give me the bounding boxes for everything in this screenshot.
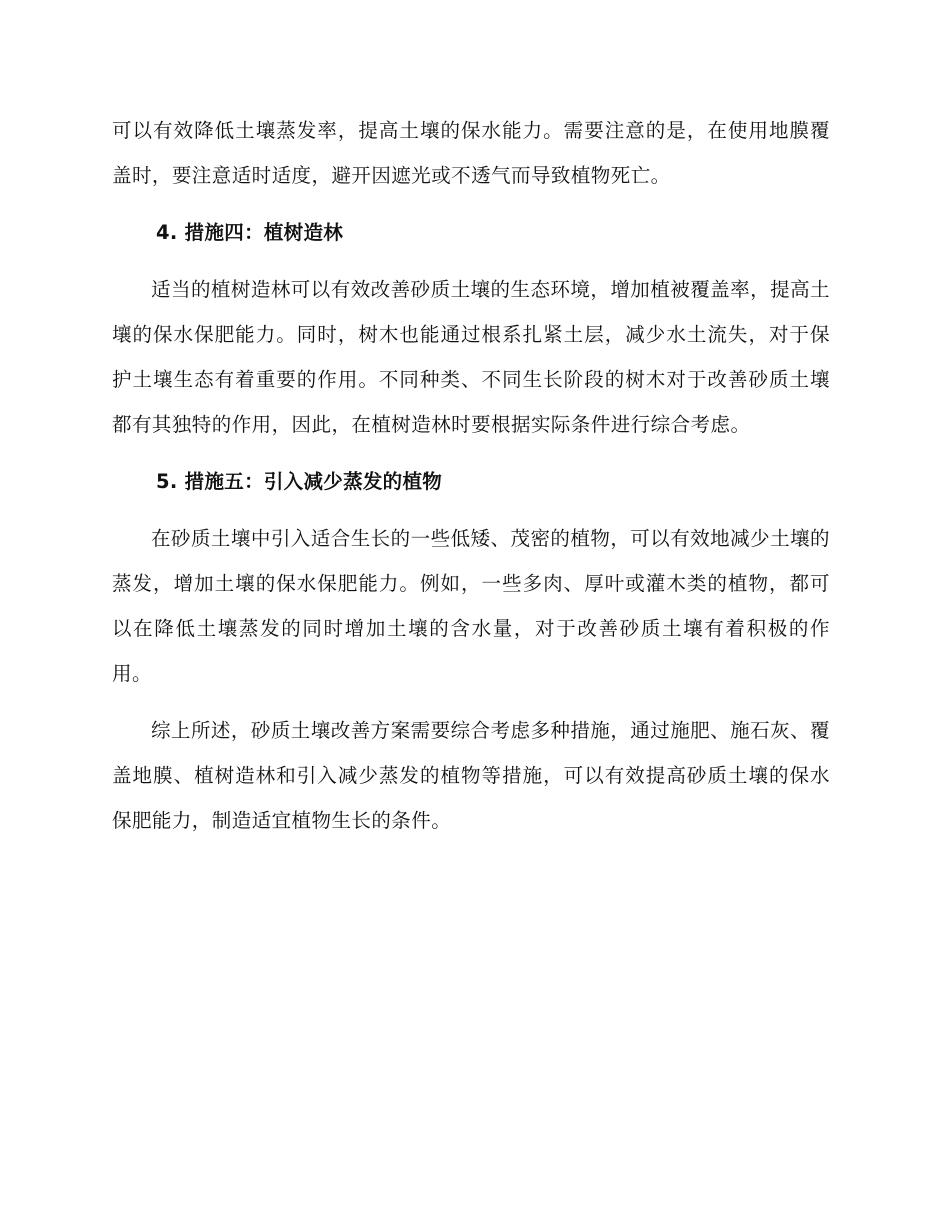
spacer xyxy=(112,504,830,516)
paragraph-evaporation-plants: 在砂质土壤中引入适合生长的一些低矮、茂密的植物，可以有效地减少土壤的蒸发，增加土壤的保水保肥能力。例如，一些多肉、厚叶或灌木类的植物，都可以在降低土壤蒸发的同时增加土壤的含水量，对于改善砂质土壤有着积极的作用。 xyxy=(112,527,830,685)
section-heading-4: 4. 措施四：植树造林 xyxy=(156,221,344,244)
paragraph-afforestation: 适当的植树造林可以有效改善砂质土壤的生态环境，增加植被覆盖率，提高土壤的保水保肥能力。同时，树木也能通过根系扎紧土层，减少水土流失，对于保护土壤生态有着重要的作用。不同种类、不同生长阶段的树木对于改善砂质土壤都有其独特的作用，因此，在植树造林时要根据实际条件进行综合考虑。 xyxy=(112,278,830,436)
spacer xyxy=(112,255,830,267)
paragraph-continued: 可以有效降低土壤蒸发率，提高土壤的保水能力。需要注意的是，在使用地膜覆盖时，要注意适时适度，避开因遮光或不透气而导致植物死亡。 xyxy=(112,119,830,187)
paragraph-conclusion: 综上所述，砂质土壤改善方案需要综合考虑多种措施，通过施肥、施石灰、覆盖地膜、植树造林和引入减少蒸发的植物等措施，可以有效提高砂质土壤的保水保肥能力，制造适宜植物生长的条件。 xyxy=(112,719,830,832)
spacer xyxy=(112,696,830,708)
spacer xyxy=(112,198,830,210)
document-body xyxy=(112,108,830,843)
spacer xyxy=(112,447,830,459)
section-heading-5: 5. 措施五：引入减少蒸发的植物 xyxy=(156,470,443,493)
